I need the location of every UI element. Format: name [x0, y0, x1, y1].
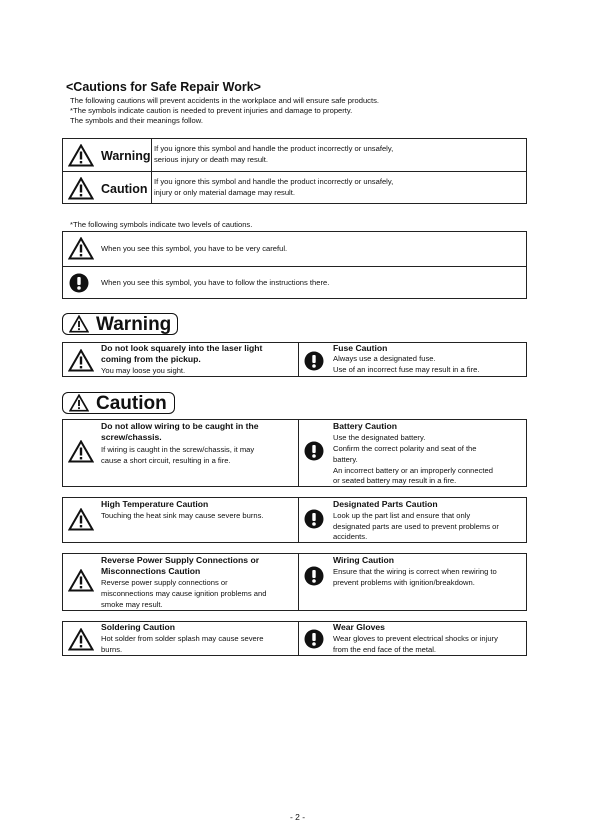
caution-body: Hot solder from solder splash may cause severe [101, 634, 264, 643]
caution-body: Use the designated battery. [333, 433, 426, 442]
caution-body: Use of an incorrect fuse may result in a fire. [333, 365, 480, 374]
warning-banner-label: Warning [96, 314, 172, 335]
warning-triangle-icon [68, 177, 94, 200]
warning-triangle-icon [68, 569, 94, 592]
warning-triangle-icon [68, 144, 94, 167]
caution-body: Look up the part list and ensure that only [333, 511, 471, 520]
caution-body: burns. [101, 645, 123, 654]
warning-triangle-icon [68, 237, 94, 260]
level-label-warning: Warning [101, 149, 151, 163]
warning-triangle-icon [68, 440, 94, 463]
caution-heading: Fuse Caution [333, 343, 388, 353]
warning-banner [62, 313, 178, 335]
mandatory-exclamation-icon [304, 509, 324, 529]
caution-body: Wear gloves to prevent electrical shocks or injury [333, 634, 498, 643]
caution-heading: Battery Caution [333, 421, 397, 431]
caution-body: designated parts are used to prevent problems or [333, 522, 499, 531]
page-title: <Cautions for Safe Repair Work> [66, 80, 261, 94]
mandatory-exclamation-icon [69, 273, 89, 293]
caution-body: If wiring is caught in the screw/chassis, it may [101, 445, 255, 454]
caution-row [62, 553, 527, 611]
caution-heading: Wear Gloves [333, 622, 385, 632]
mandatory-exclamation-icon [304, 629, 324, 649]
caution-body: Ensure that the wiring is correct when rewiring to [333, 567, 497, 576]
caution-body: Always use a designated fuse. [333, 354, 436, 363]
caution-row [62, 419, 527, 487]
caution-heading: Do not look squarely into the laser light [101, 343, 263, 353]
caution-heading: screw/chassis. [101, 432, 162, 442]
caution-body: An incorrect battery or an improperly connected [333, 466, 493, 475]
mandatory-exclamation-icon [304, 441, 324, 461]
caution-body: Touching the heat sink may cause severe burns. [101, 511, 264, 520]
caution-body: prevent problems with ignition/breakdown. [333, 578, 475, 587]
caution-banner [62, 392, 175, 414]
intro-line: The symbols and their meanings follow. [70, 116, 203, 125]
warning-row [62, 342, 527, 377]
caution-banner-label: Caution [96, 393, 167, 414]
caution-heading: Misconnections Caution [101, 566, 201, 576]
warning-triangle-icon [68, 349, 94, 372]
symbol-meaning: When you see this symbol, you have to follow the instructions there. [101, 278, 330, 287]
level-text: serious injury or death may result. [154, 155, 268, 164]
warning-triangle-icon [69, 315, 89, 333]
level-text: If you ignore this symbol and handle the product incorrectly or unsafely, [154, 177, 394, 186]
caution-heading: Designated Parts Caution [333, 499, 438, 509]
caution-row [62, 621, 527, 656]
symbols-note: *The following symbols indicate two levels of cautions. [70, 220, 253, 229]
page-number: - 2 - [289, 812, 306, 822]
intro-line: The following cautions will prevent accidents in the workplace and will ensure safe products. [70, 96, 379, 105]
caution-row [62, 497, 527, 543]
warning-triangle-icon [68, 628, 94, 651]
caution-body: or seated battery may result in a fire. [333, 476, 457, 485]
mandatory-exclamation-icon [304, 566, 324, 586]
caution-body: misconnections may cause ignition problems and [101, 589, 267, 598]
caution-heading: coming from the pickup. [101, 354, 201, 364]
warning-triangle-icon [69, 394, 89, 412]
caution-body: Reverse power supply connections or [101, 578, 228, 587]
mandatory-exclamation-icon [304, 351, 324, 371]
levels-table [62, 138, 527, 204]
caution-heading: High Temperature Caution [101, 499, 209, 509]
caution-heading: Soldering Caution [101, 622, 175, 632]
level-text: injury or only material damage may result. [154, 188, 295, 197]
caution-heading: Do not allow wiring to be caught in the [101, 421, 259, 431]
symbol-meaning: When you see this symbol, you have to be very careful. [101, 244, 288, 253]
caution-body: Confirm the correct polarity and seat of the [333, 444, 477, 453]
warning-triangle-icon [68, 508, 94, 531]
symbols-table [62, 231, 527, 299]
intro-line: *The symbols indicate caution is needed to prevent injuries and damage to property. [70, 106, 353, 115]
caution-heading: Wiring Caution [333, 555, 395, 565]
caution-body: from the end face of the metal. [333, 645, 436, 654]
level-text: If you ignore this symbol and handle the product incorrectly or unsafely, [154, 144, 394, 153]
caution-body: accidents. [333, 532, 368, 541]
caution-body: cause a short circuit, resulting in a fire. [101, 456, 231, 465]
caution-heading: Reverse Power Supply Connections or [101, 555, 260, 565]
caution-body: smoke may result. [101, 600, 163, 609]
caution-body: battery. [333, 455, 358, 464]
level-label-caution: Caution [101, 182, 148, 196]
caution-body: You may loose you sight. [101, 366, 186, 375]
